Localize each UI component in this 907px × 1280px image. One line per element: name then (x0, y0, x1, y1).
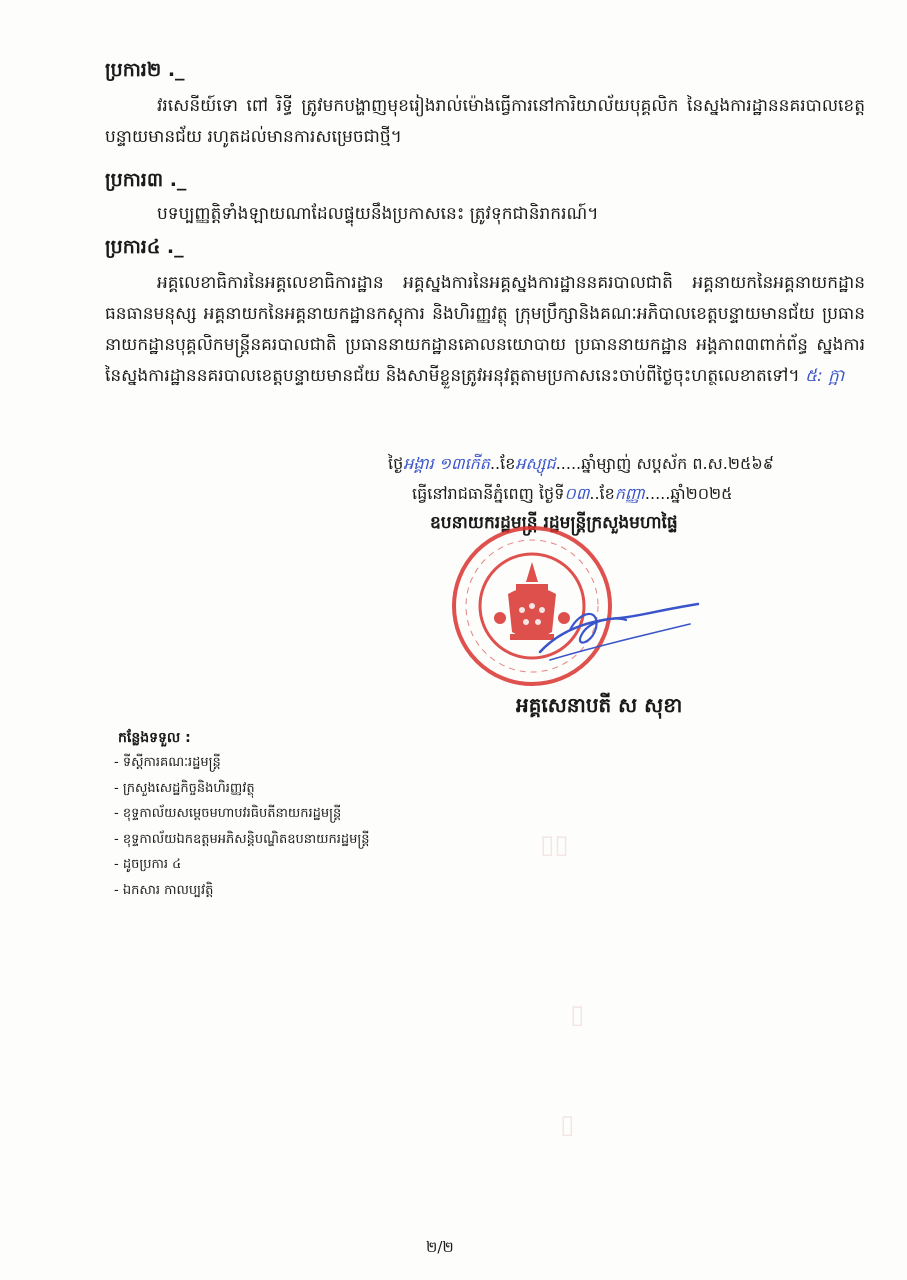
article-3-heading: ប្រការ៣ ._ (105, 169, 187, 191)
article-2-text: វរសេនីយ៍ទោ ពៅ រិទ្ធី ត្រូវមកបង្ហាញមុខរៀងរាល់ម៉ោងធ្វើការនៅការិយាល័យបុគ្គលិក នៃស្នងការដ្ឋាននគរបាលខេត្តបន្ទាយមានជ័យ រហូតដល់មានការសម្រេចជាថ្មី។ (105, 96, 865, 147)
recipient-item: - ក្រសួងសេដ្ឋកិច្ចនិងហិរញ្ញវត្ថុ (114, 780, 255, 796)
solar-month-prefix: ខែ (599, 484, 615, 503)
signatory-title: ឧបនាយករដ្ឋមន្ត្រី រដ្ឋមន្ត្រីក្រសួងមហាផ្ទៃ (430, 513, 678, 533)
signatory-name: អគ្គសេនាបតី ស សុខា (516, 693, 683, 717)
bleed-through-mark: ▯ (570, 1000, 585, 1030)
handwritten-signature-icon (530, 590, 710, 670)
solar-date-suffix: ឆ្នាំ២០២៥ (670, 484, 733, 503)
solar-month: កញ្ញា (614, 484, 645, 503)
article-3-text: បទប្បញ្ញត្តិទាំងឡាយណាដែលផ្ទុយនឹងប្រកាសនេះ ត្រូវទុកជានិរាករណ៍។ (157, 204, 599, 224)
recipient-item: - ឯកសារ កាលប្បវត្តិ (114, 882, 214, 898)
recipient-item: - ដូចប្រការ ៤ (114, 857, 182, 872)
article-4-text (105, 268, 865, 392)
recipient-item: - ទីស្តីការគណៈរដ្ឋមន្ត្រី (114, 755, 221, 770)
solar-date-prefix: ធ្វើនៅរាជធានីភ្នំពេញ ថ្ងៃទី (412, 484, 565, 503)
lunar-date-prefix: ថ្ងៃ (388, 454, 404, 473)
lunar-date-line: ថ្ងៃអង្គារ ១៣កើត..ខែអស្សុជ.....ឆ្នាំម្សាញ់ សប្តស័ក ព.ស.២៥៦៩ (388, 454, 774, 473)
recipient-item: - ខុទ្ទកាល័យឯកឧត្តមអភិសន្តិបណ្ឌិតឧបនាយករដ្ឋមន្ត្រី (114, 831, 370, 847)
bleed-through-mark: ▯▯ (540, 830, 569, 860)
handwritten-initial: ៥: ក្អា (804, 366, 845, 386)
lunar-month: អស្សុជ (515, 454, 556, 473)
recipients-title: កន្លែងទទួល : (118, 730, 191, 746)
solar-date-line: ធ្វើនៅរាជធានីភ្នំពេញ ថ្ងៃទី០៣..ខែកញ្ញា.....ឆ្នាំ២០២៥ (412, 484, 733, 503)
lunar-date-suffix: ឆ្នាំម្សាញ់ សប្តស័ក ព.ស.២៥៦៩ (581, 454, 774, 473)
recipient-item: - ខុទ្ទកាល័យសម្តេចមហាបវរធិបតីនាយករដ្ឋមន្ត្រី (114, 806, 342, 821)
article-4-heading: ប្រការ៤ ._ (105, 236, 184, 258)
article-2-heading: ប្រការ២ ._ (105, 59, 185, 81)
recipients-list (114, 750, 370, 903)
lunar-month-prefix: ខែ (500, 454, 516, 473)
bleed-through-mark: ▯ (560, 1110, 575, 1140)
lunar-date-day: អង្គារ ១៣កើត (403, 454, 490, 473)
article-4-body: អគ្គលេខាធិការនៃអគ្គលេខាធិការដ្ឋាន អគ្គស្នងការនៃអគ្គស្នងការដ្ឋាននគរបាលជាតិ អគ្គនាយកនៃអគ្គនាយកដ្ឋានធនធានមនុស្ស អគ្គនាយកនៃអគ្គនាយកដ្ឋានកស្តុការ និងហិរញ្ញវត្ថុ ក្រុមប្រឹក្សានិងគណៈអភិបាលខេត្តបន្ទាយមានជ័យ ប្រធាននាយកដ្ឋានបុគ្គលិកមន្ត្រីនគរបាលជាតិ ប្រធាននាយកដ្ឋានគោលនយោបាយ ប្រធាននាយកដ្ឋាន អង្គភាព៣ពាក់ព័ន្ធ ស្នងការនៃស្នងការដ្ឋាននគរបាលខេត្តបន្ទាយមានជ័យ និងសាមីខ្លួនត្រូវអនុវត្តតាមប្រកាសនេះចាប់ពីថ្ងៃចុះហត្ថលេខាតទៅ។ (105, 273, 865, 386)
solar-date-day: ០៣ (564, 484, 590, 503)
page-number: ២/២ (426, 1238, 454, 1256)
